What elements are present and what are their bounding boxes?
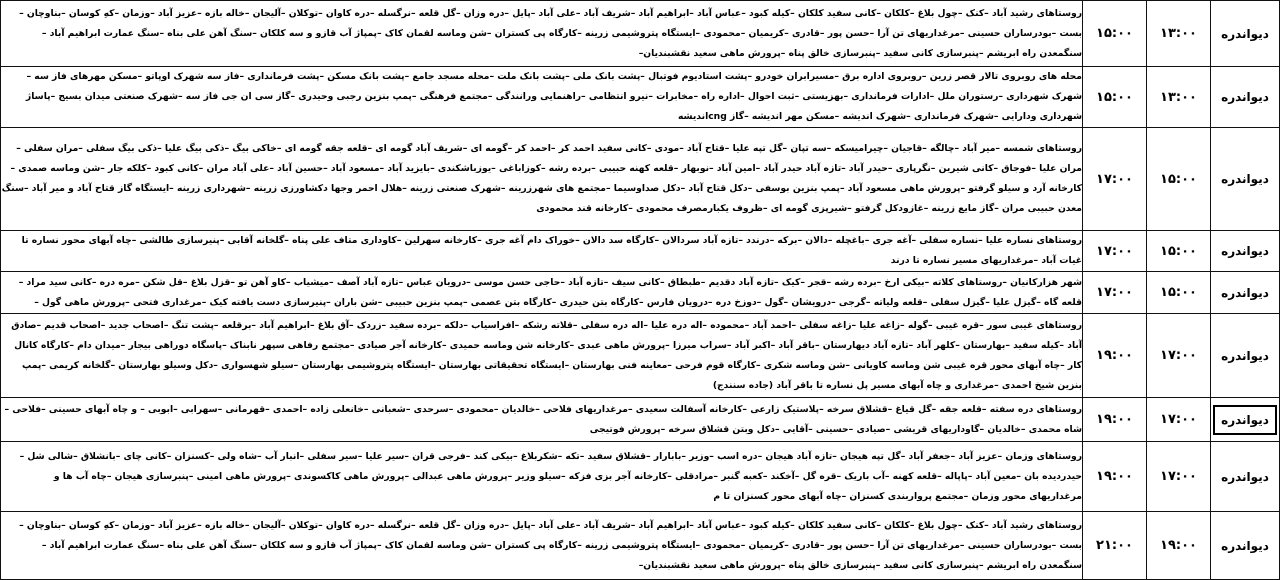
start-time-cell: ۱۵:۰۰: [1147, 128, 1211, 231]
city-cell: [1211, 512, 1280, 580]
city-cell: [1211, 231, 1280, 272]
schedule-row: [1, 67, 1280, 128]
affected-areas-cell: روستاهای رشید آباد –کنک –چول بلاغ –کلکان –کانی سفید کلکان –کیله کبود –عباس آباد –ابراهیم آباد –شریف آباد –علی آباد –پایل –دره وزان –گل قلعه –نرگسله –دره کاوان –توکلان –آلیجان –خاله بازه –عزیز آباد –وزمان –کهِ کوسان –بناوچان –بست –بودرساران حسینی –مرغداریهای تن آرا –حسن پور –قادری –کریمیان –محمودی –ایستگاه پتروشیمی زرینه –کارگاه پی کستران –شن وماسه لقمان کاک –پمپاژ آب قازو و سه کلکان –سنگ آهن علی بناه –سنگ عمارت ابراهیم آباد –سنگمعدن راه ابریشم –پنبرسازی کانی سفید –پنبرسازی خالق پناه –پرورش ماهی سعید نقشبندیان–: [1, 512, 1083, 580]
city-cell: [1211, 67, 1280, 128]
start-time-cell: ۱۷:۰۰: [1147, 442, 1211, 512]
start-time-cell: ۱۹:۰۰: [1147, 512, 1211, 580]
schedule-row: [1, 128, 1280, 231]
start-time-cell: ۱۵:۰۰: [1147, 231, 1211, 272]
schedule-row: [1, 398, 1280, 442]
city-label: دیواندره: [1213, 405, 1277, 435]
city-cell: [1211, 314, 1280, 398]
city-cell: [1211, 1, 1280, 67]
city-label: دیواندره: [1221, 469, 1269, 484]
end-time-cell: ۱۷:۰۰: [1083, 128, 1147, 231]
affected-areas-cell: روستاهای نساره علیا –نساره سفلی –آغه جری –باغچله –دالان –برکه –درندد –تازه آباد سردالان –کارگاه سد دالان –خوراک دام آغه جری –کارخانه سهرلین –کاوداری متاف علی پناه –گلخانه آقابی –پنیرسازی طالشی –چاه آبهای محور نساره تا غیات آباد –مرغداریهای مسیر نساره تا درند: [1, 231, 1083, 272]
affected-areas-cell: روستاهای غیبی سور –قره غیبی –گوله –زاغه علیا –زاغه سفلی –احمد آباد –محموده –اله دره علیا –اله دره سفلی –قلاته رشکه –افراسیاب –دلکه –برده سفید –زردک –آق بلاغ –ابراهیم آباد –برقلعه –پشت تنگ –اصحاب جدید –اصحاب قدیم –صادق آباد –کیله سفید –بهارستان –کلهر آباد –تازه آباد دیهارستان –باقر آباد –اکبر آباد –سراب میرزا –پرورش ماهی عبدی –کارخانه شن وماسه حمیدی –کارخانه آجر صیادی –مجتمع رفاهی سپهر نابناک –پاسگاه دوراهی بیجار –میدان دام –کارگاه کانال کار –چاه آبهای محور قره غیبی شن وماسه کاویانی –شن وماسه شکری –کارگاه قوم فرحی –معاینه فنی بهارستان –ایستگاه تحقیقاتی بهارستان –ایستگاه پتروشیمی بهارستان –سیلو شهسواری –دکل وسیلو بهارستان –گلخانه کریمی –پمپ بنزین شیخ احمدی –مرغداری و چاه آبهای مسیر پل نساره تا باقر آباد (جاده سنندج): [1, 314, 1083, 398]
end-time-cell: ۱۷:۰۰: [1083, 231, 1147, 272]
affected-areas-cell: شهر هزارکانیان –روستاهای کلاته –بیکی ارخ –برده رشه –قجر –کیک –تازه آباد دقدیم –طبطاق –کانی سیف –تازه آباد –حاجی حسن موسی –درویان عباس –تازه آباد آصف –میشیاب –کاو آهن تو –قزل بلاغ –قل شکن –مره دره –کانی سید مراد –قلعه گاه –گیزل علیا –گیزل سفلی –قلعه ولیاته –گرجی –درویشان –گول –دوزخ دره –درویان فارس –کارگاه بتن حیدری –کارگاه بتن عصمی –پمپ بنزین حبیبی –شن باران –پنیرسازی دست یافته کیک –مرغداری فتحی –پرورش ماهی گول –: [1, 272, 1083, 314]
end-time-cell: ۱۹:۰۰: [1083, 314, 1147, 398]
city-cell: [1211, 442, 1280, 512]
end-time-cell: ۱۹:۰۰: [1083, 398, 1147, 442]
schedule-row: [1, 512, 1280, 580]
schedule-row: [1, 442, 1280, 512]
start-time-cell: ۱۳:۰۰: [1147, 1, 1211, 67]
end-time-cell: ۲۱:۰۰: [1083, 512, 1147, 580]
schedule-row: [1, 272, 1280, 314]
start-time-cell: ۱۷:۰۰: [1147, 398, 1211, 442]
start-time-cell: ۱۵:۰۰: [1147, 272, 1211, 314]
schedule-row: [1, 1, 1280, 67]
city-cell: [1211, 128, 1280, 231]
start-time-cell: ۱۷:۰۰: [1147, 314, 1211, 398]
affected-areas-cell: روستاهای دره سفته –قلعه جقه –گل قیاغ –قشلاق سرخه –پلاستیک زارعی –کارخانه آسفالت سعیدی –مرغداریهای فلاحی –خالدیان –محمودی –سرحدی –شعبانی –خانعلی زاده –احمدی –قهرمانی –سهرابی –ابوبی – و چاه آبهای حسینی –فلاحی –شاه محمدی –خالدیان –گاوداریهای قریشی –صیادی –حسینی –آقایی –دکل وبتن قشلاق سرخه –پرورش فوتیجی: [1, 398, 1083, 442]
end-time-cell: ۱۹:۰۰: [1083, 442, 1147, 512]
city-label: دیواندره: [1221, 90, 1269, 104]
city-label: دیواندره: [1221, 538, 1269, 553]
city-label: دیواندره: [1221, 285, 1269, 300]
affected-areas-cell: روستاهای رشید آباد –کنک –چول بلاغ –کلکان –کانی سفید کلکان –کیله کبود –عباس آباد –ابراهیم آباد –شریف آباد –علی آباد –پایل –دره وزان –گل قلعه –نرگسله –دره کاوان –توکلان –آلیجان –خاله بازه –عزیز آباد –وزمان –کهِ کوسان –بناوچان –بست –بودرساران حسینی –مرغداریهای تن آرا –حسن پور –قادری –کریمیان –محمودی –ایستگاه پتروشیمی زرینه –کارگاه پی کستران –شن وماسه لقمان کاک –پمپاژ آب قازو و سه کلکان –سنگ آهن علی بناه –سنگ عمارت ابراهیم آباد –سنگمعدن راه ابریشم –پنبرسازی کانی سفید –پنبرسازی خالق پناه –پرورش ماهی سعید نقشبندیان–: [1, 1, 1083, 67]
affected-areas-cell: محله های روبروی تالار قصر زرین –روبروی اداره برق –مسیرابران خودرو –پشت استادیوم فوتبال –پشت بانک ملی –پشت بانک ملت –محله مسجد جامع –پشت بانک مسکن –پشت فرمانداری –فاز سه شهرک اوپاتو –مسکن مهرهای فاز سه –شهرک شهرداری –رستوران ملل –ادارات فرمانداری –بهزیستی –ثبت احوال –اداره راه –مخابرات –نیرو انتظامی –راهنمایی ورانندگی –مجتمع فرهنگی –پمپ بنزین رجبی وحیدری –گاز سی ان جی فاز سه –شهرک صنعتی میدان بسیج –پاساژ شهرداری ودارایی –شهرک فرمانداری –شهرک اندیشه –مسکن مهر اندیشه –گاز cngاندیشه: [1, 67, 1083, 128]
city-label: دیواندره: [1221, 348, 1269, 363]
city-label: دیواندره: [1221, 172, 1269, 186]
start-time-cell: ۱۳:۰۰: [1147, 67, 1211, 128]
affected-areas-cell: روستاهای شمسه –میر آباد –چالگه –قاجیان –چیرامیسکه –سه تپان –گل تپه علیا –قتاح آباد –مودی –کانی سفید احمد کر –احمد کر –گومه ای –شریف آباد گومه ای –قلعه جقه گومه ای –خاکی بیگ –ذکی بیگ علیا –ذکی بیگ سفلی –مران سفلی –مران علیا –فوجاق –کانی شیرین –نگرپاری –حیدر آباد –تازه آباد حیدر آباد –امین آباد –نوبهار –قلعه کهنه حبیبی –برده رشه –کوزاباغی –یوزباشکندی –بایزید آباد –مسعود آباد –حسین آباد –علی آباد مران –کانی کبود –کلکه جار –شن وماسه صمدی –کارخانه آرد و سیلو گرفتو –پرورش ماهی مسعود آباد –پمپ بنزین بوسفی –دکل قتاح آباد –دکل صداوسیما –مجتمع های شهرزرینه –شهرک صنعتی زرینه –هلال احمر وجها دکشاورزی زرینه –شهرداری زرینه –ایستگاه گاز قتاح آباد و میر آباد –سنگ معدن حبیبی مران –گاز مایع زرینه –غازودکل گرفتو –شیرپزی گومه ای –ظروف یکبارمصرف محمودی –کارخانه قند محمودی: [1, 128, 1083, 231]
city-cell: [1211, 272, 1280, 314]
schedule-row: [1, 314, 1280, 398]
city-cell: [1211, 398, 1280, 442]
city-label: دیواندره: [1221, 244, 1269, 258]
city-label: دیواندره: [1221, 26, 1269, 41]
end-time-cell: ۱۵:۰۰: [1083, 67, 1147, 128]
end-time-cell: ۱۷:۰۰: [1083, 272, 1147, 314]
affected-areas-cell: روستاهای وزمان –عزیز آباد –جعفر آباد –گل تپه هیجان –تازه آباد هیجان –دره اسب –وزیر –بابارار –قشلاق سفید –تکه –شکربلاغ –بیکی کند –فرجی قران –سیر علیا –سیر سفلی –انبار آب –شاه ولی –کسنزان –کانی چای –بانشلاق –شالی شل –حیدردیده بان –معین آباد –پاپاله –قلعه کهنه –آب باریک –قره گل –آخکند –کعبه گنبر –مرادقلی –کارخانه آجر بزی فزکه –سیلو وزیر –پرورش ماهی عبدالی –پرورش ماهی کاکسوندی –پرورش ماهی امینی –پنبرسازی هیجان –چاه آب ها و مرغداریهای محور وزمان –مجتمع پرواربندی کسنزان –چاه آبهای محور کسنزان تا م: [1, 442, 1083, 512]
end-time-cell: ۱۵:۰۰: [1083, 1, 1147, 67]
schedule-row: [1, 231, 1280, 272]
